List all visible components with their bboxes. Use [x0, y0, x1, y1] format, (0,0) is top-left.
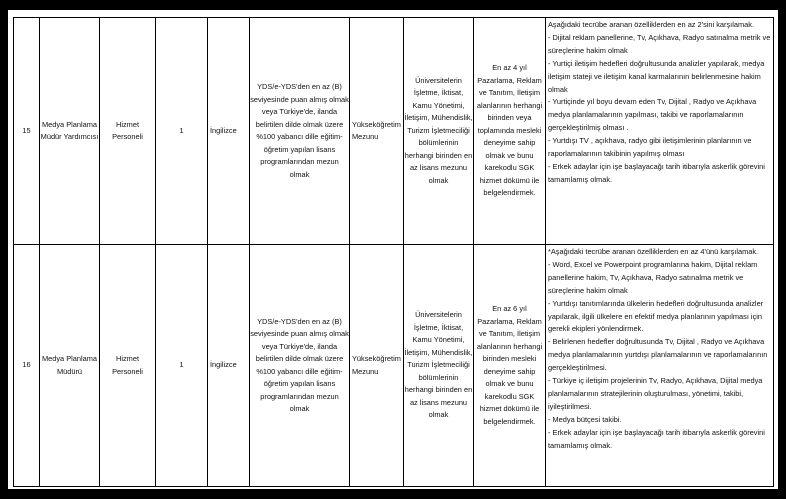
row-number: 15: [14, 18, 40, 245]
language-requirement: YDS/e-YDS'den en az (B) seviyesinde puan almış olmak veya Türkiye'de, ilanda belirtilen dilde olmak üzere %100 yabancı dille eğitim-öğretim yapılan lisans programlarından mezun olmak: [250, 245, 350, 487]
requirement-line: *Aşağıdaki tecrübe aranan özelliklerden en az 4'ünü karşılamak.: [548, 247, 759, 256]
position-count: 1: [156, 245, 208, 487]
row-number: 16: [14, 245, 40, 487]
language-requirement: YDS/e-YDS'den en az (B) seviyesinde puan almış olmak veya Türkiye'de, ilanda belirtilen dilde olmak üzere %100 yabancı dille eğitim-öğretim yapılan lisans programlarından mezun olmak: [250, 18, 350, 245]
requirement-line: - Belirlenen hedefler doğrultusunda Tv, Dijital , Radyo ve Açıkhava medya planlamalarının yurtdışı planlamalarının ve raporlamalarının gerçekleştirilmesi.: [548, 337, 768, 373]
education-level: Yükseköğretim Mezunu: [350, 245, 404, 487]
education-level: Yükseköğretim Mezunu: [350, 18, 404, 245]
table-row: [14, 245, 774, 487]
requirement-line: - Yurtiçi iletişim hedefleri doğrultusunda analizler yapılarak, medya iletişim stateji ve iletişim kanal karmalarının belirlenmesine hakim olmak: [548, 58, 765, 94]
position-title: Medya Planlama Müdürü: [40, 245, 100, 487]
departments: Üniversitelerin İşletme, İktisat, Kamu Yönetimi, İletişim, Mühendislik, Turizm İşletmeciliği bölümlerinin herhangi birinden en az lisans mezunu olmak: [404, 18, 474, 245]
requirement-line: - Dijital reklam panellerine, Tv, Açıkhava, Radyo satınalma metrik ve süreçlerine hakim olmak: [548, 32, 771, 55]
language: İngilizce: [208, 245, 250, 487]
staff-type: Hizmet Personeli: [100, 18, 156, 245]
table-row: [14, 18, 774, 245]
document-page: [8, 10, 778, 489]
language: İngilizce: [208, 18, 250, 245]
requirement-line: - Yurtdışı TV , açıkhava, radyo gibi iletişimlerinin planlarının ve raporlamalarının takibinin yapılmış olması: [548, 136, 752, 159]
position-count: 1: [156, 18, 208, 245]
job-postings-table: [13, 17, 774, 487]
requirement-line: - Erkek adaylar için işe başlayacağı tarih itibarıyla askerlik görevini tamamlamış olmak.: [548, 161, 765, 184]
requirement-line: - Word, Excel ve Powerpoint programlarına hakim, Dijital reklam panellerine hakim, Tv, Açıkhava, Radyo satınalma metrik ve süreçlerine hakim olmak: [548, 259, 758, 295]
requirement-line: - Yurtiçinde yıl boyu devam eden Tv, Dijital , Radyo ve Açıkhava medya planlamalarının yapılması, takibi ve raporlamalarının gerçekleştirilmiş olması .: [548, 97, 757, 133]
requirements: [546, 18, 774, 245]
position-title: Medya Planlama Müdür Yardımcısı: [40, 18, 100, 245]
requirement-line: - Erkek adaylar için işe başlayacağı tarih itibarıyla askerlik görevini tamamlamış olmak.: [548, 427, 765, 450]
staff-type: Hizmet Personeli: [100, 245, 156, 487]
requirement-line: Aşağıdaki tecrübe aranan özelliklerden en az 2'sini karşılamak.: [548, 20, 754, 29]
requirement-line: - Medya bütçesi takibi.: [548, 414, 622, 424]
experience: En az 6 yıl Pazarlama, Reklam ve Tanıtım, İletişim alanlarının herhangi birinden mesleki deneyime sahip olmak ve bunu karekodlu SGK hizmet dökümü ile belgelendirmek.: [474, 245, 546, 487]
requirements: [546, 245, 774, 487]
departments: Üniversitelerin İşletme, İktisat, Kamu Yönetimi, İletişim, Mühendislik, Turizm İşletmeciliği bölümlerinin herhangi birinden en az lisans mezunu olmak: [404, 245, 474, 487]
requirement-line: - Yurtdışı tanıtımlarında ülkelerin hedefleri doğrultusunda analizler yapılarak, ilgili ülkelere en efektif medya planlarının yapılması için gerekli ekipleri yönlendirmek.: [548, 298, 764, 334]
experience: En az 4 yıl Pazarlama, Reklam ve Tanıtım, İletişim alanlarının herhangi birinden veya toplamında mesleki deneyime sahip olmak ve bunu karekodlu SGK hizmet dökümü ile belgelendirmek.: [474, 18, 546, 245]
requirement-line: - Türkiye iç iletişim projelerinin Tv, Radyo, Açıkhava, Dijital medya planlamalarının stratejilerinin oluşturulması, yönetimi, takibi, iyileştirilmesi.: [548, 376, 763, 411]
